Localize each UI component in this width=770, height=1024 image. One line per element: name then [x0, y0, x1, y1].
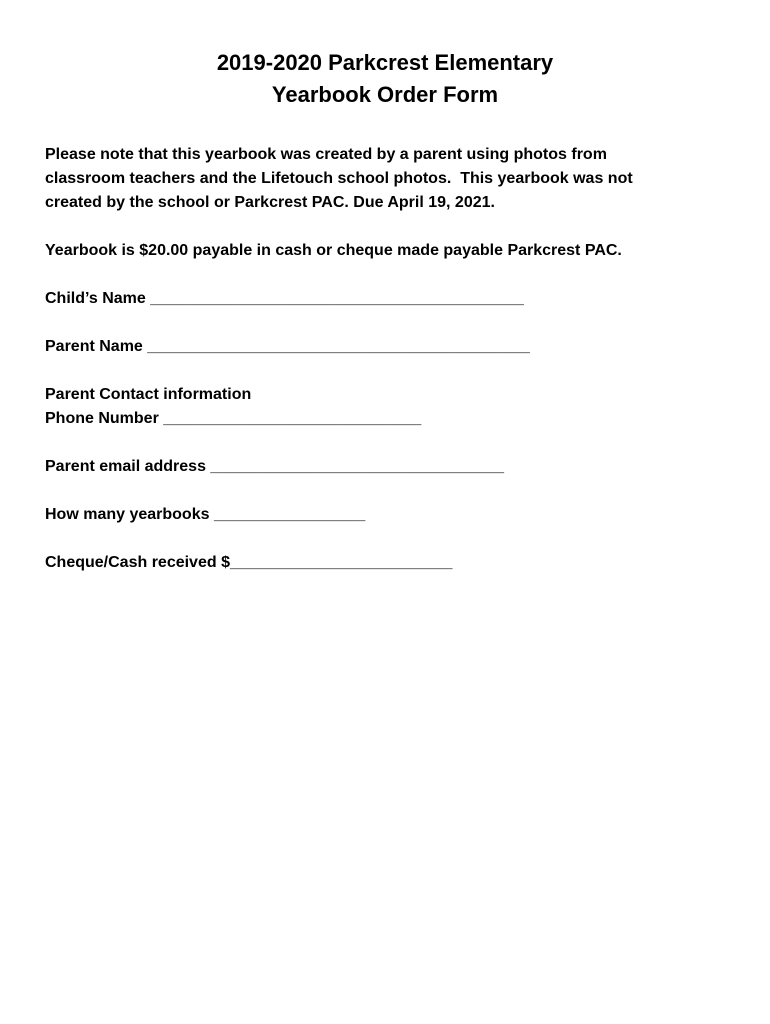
child-name-label: Child’s Name [45, 290, 151, 307]
payment-field [45, 553, 452, 573]
quantity-blank[interactable]: _________________ [213, 506, 366, 523]
notice-line-1: Please note that this yearbook was created by a parent using photos from [45, 146, 607, 163]
notice-line-3: created by the school or Parkcrest PAC. Due April 19, 2021. [45, 194, 495, 211]
phone-field [45, 409, 421, 429]
phone-blank[interactable]: _____________________________ [163, 410, 422, 427]
parent-name-label: Parent Name [45, 338, 148, 355]
notice-line-2: classroom teachers and the Lifetouch school photos. This yearbook was not [45, 170, 633, 187]
child-name-field [45, 289, 524, 309]
payment-label: Cheque/Cash received $ [45, 554, 230, 571]
email-blank[interactable]: _________________________________ [210, 458, 505, 475]
parent-name-field [45, 337, 530, 357]
quantity-label: How many yearbooks [45, 506, 214, 523]
parent-name-blank[interactable]: ___________________________________________ [147, 338, 530, 355]
price-note: Yearbook is $20.00 payable in cash or cheque made payable Parkcrest PAC. [45, 242, 622, 259]
child-name-blank[interactable]: __________________________________________ [150, 290, 524, 307]
email-label: Parent email address [45, 458, 211, 475]
form-title-line-2: Yearbook Order Form [271, 82, 499, 107]
contact-heading: Parent Contact information [45, 386, 252, 403]
quantity-field [45, 505, 365, 525]
email-field [45, 457, 504, 477]
form-title-line-1: 2019-2020 Parkcrest Elementary [216, 50, 554, 75]
phone-label: Phone Number [45, 410, 164, 427]
payment-blank[interactable]: _________________________ [229, 554, 453, 571]
